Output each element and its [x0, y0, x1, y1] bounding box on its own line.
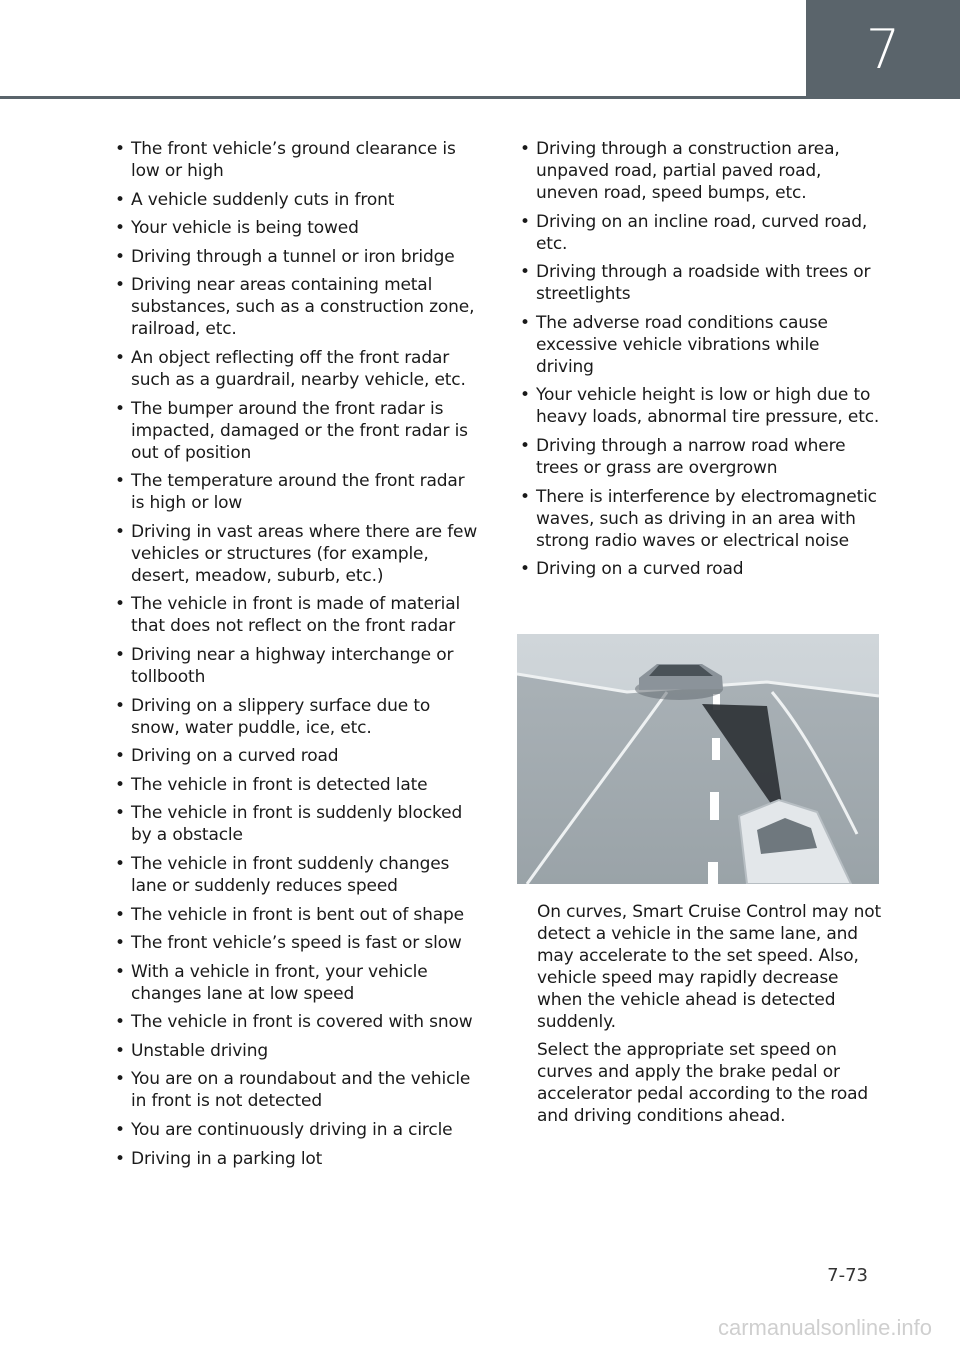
left-column	[112, 138, 480, 1176]
curve-advice-paragraph: Select the appropriate set speed on curves and apply the brake pedal or accelerator pedal according to the road and driving conditions ahead.	[537, 1040, 869, 1126]
bullet-icon: •	[115, 189, 125, 210]
bullet-icon: •	[520, 211, 530, 232]
bullet-icon: •	[115, 1120, 125, 1141]
bullet-icon: •	[520, 385, 530, 406]
page-number: 7-73	[827, 1265, 868, 1286]
bullet-icon: •	[115, 853, 125, 874]
chapter-number: 7	[865, 18, 901, 81]
bullet-icon: •	[115, 904, 125, 925]
list-item: • The vehicle in front suddenly changes lane or suddenly reduces speed	[115, 853, 450, 896]
bullet-icon: •	[115, 594, 125, 615]
list-item: • An object reflecting off the front radar such as a guardrail, nearby vehicle, etc.	[115, 347, 466, 390]
list-item: • Your vehicle is being towed	[115, 218, 359, 239]
list-item: • The front vehicle’s ground clearance is low or high	[115, 139, 456, 181]
bullet-icon: •	[520, 262, 530, 283]
bullet-icon: •	[115, 961, 125, 982]
list-item: • The temperature around the front radar is high or low	[115, 471, 465, 514]
list-item: • Driving on a slippery surface due to snow, water puddle, ice, etc.	[115, 695, 431, 738]
list-item: • Driving near a highway interchange or tollbooth	[115, 644, 454, 687]
curved-road-illustration	[517, 634, 879, 884]
lane-dash	[712, 738, 720, 760]
list-item: • Driving on a curved road	[115, 746, 339, 767]
bullet-icon: •	[115, 471, 125, 492]
list-item: • Driving through a narrow road where trees or grass are overgrown	[520, 435, 846, 478]
bullet-icon: •	[115, 139, 125, 159]
list-item: • A vehicle suddenly cuts in front	[115, 189, 395, 210]
list-item: • You are continuously driving in a circle	[115, 1120, 453, 1141]
bullet-icon: •	[115, 347, 125, 368]
bullet-icon: •	[115, 774, 125, 795]
list-item: • You are on a roundabout and the vehicle in front is not detected	[115, 1069, 471, 1112]
bullet-icon: •	[520, 139, 530, 159]
bullet-icon: •	[115, 218, 125, 239]
bullet-icon: •	[115, 803, 125, 824]
lane-dash	[710, 792, 719, 820]
list-item: • The vehicle in front is made of material that does not reflect on the front radar	[115, 594, 461, 637]
chapter-tab	[806, 0, 960, 99]
left-bullet-list	[112, 138, 480, 1170]
bullet-icon: •	[520, 486, 530, 507]
list-item: • The adverse road conditions cause excessive vehicle vibrations while driving	[520, 312, 828, 377]
bullet-icon: •	[115, 521, 125, 542]
bullet-icon: •	[520, 435, 530, 456]
list-item: • The vehicle in front is covered with snow	[115, 1012, 473, 1033]
bullet-icon: •	[115, 644, 125, 665]
bullet-icon: •	[115, 933, 125, 954]
bullet-icon: •	[115, 275, 125, 296]
bullet-icon: •	[115, 695, 125, 716]
bullet-icon: •	[115, 1069, 125, 1090]
right-bullet-list	[517, 138, 880, 580]
list-item: • There is interference by electromagnetic waves, such as driving in an area with strong radio waves or electrical noise	[520, 486, 877, 551]
list-item: • Driving in vast areas where there are few vehicles or structures (for example, desert, meadow, suburb, etc.)	[115, 521, 478, 586]
watermark: carmanualsonline.info	[717, 1315, 932, 1340]
bullet-icon: •	[115, 398, 125, 419]
list-item: • With a vehicle in front, your vehicle changes lane at low speed	[115, 961, 428, 1004]
list-item: • The vehicle in front is detected late	[115, 774, 428, 795]
bullet-icon: •	[115, 1148, 125, 1169]
list-item: • Driving through a construction area, unpaved road, partial paved road, uneven road, speed bumps, etc.	[520, 139, 840, 203]
list-item: • Driving on an incline road, curved road, etc.	[520, 211, 868, 254]
list-item: • Unstable driving	[115, 1040, 268, 1061]
curve-warning-paragraph: On curves, Smart Cruise Control may not detect a vehicle in the same lane, and may accelerate to the set speed. Also, vehicle speed may rapidly decrease when the vehicle ahead is detected suddenly.	[537, 902, 882, 1032]
bullet-icon: •	[115, 1040, 125, 1061]
bullet-icon: •	[115, 246, 125, 267]
bullet-icon: •	[115, 1012, 125, 1033]
bullet-icon: •	[115, 746, 125, 767]
list-item: • The front vehicle’s speed is fast or slow	[115, 933, 462, 954]
lane-dash	[708, 862, 718, 884]
right-column	[517, 138, 880, 587]
curved-road-svg	[517, 634, 879, 884]
list-item: • Driving near areas containing metal substances, such as a construction zone, railroad, etc.	[115, 275, 475, 340]
bullet-icon: •	[520, 312, 530, 333]
list-item: • Driving on a curved road	[520, 559, 744, 580]
list-item: • Your vehicle height is low or high due to heavy loads, abnormal tire pressure, etc.	[520, 385, 880, 428]
list-item: • The vehicle in front is bent out of shape	[115, 904, 464, 925]
header-rule	[0, 96, 806, 99]
list-item: • The bumper around the front radar is impacted, damaged or the front radar is out of position	[115, 398, 468, 463]
list-item: • Driving through a roadside with trees or streetlights	[520, 262, 871, 305]
list-item: • Driving through a tunnel or iron bridge	[115, 246, 455, 267]
list-item: • The vehicle in front is suddenly blocked by a obstacle	[115, 803, 463, 846]
bullet-icon: •	[520, 559, 530, 580]
list-item: • Driving in a parking lot	[115, 1148, 323, 1169]
